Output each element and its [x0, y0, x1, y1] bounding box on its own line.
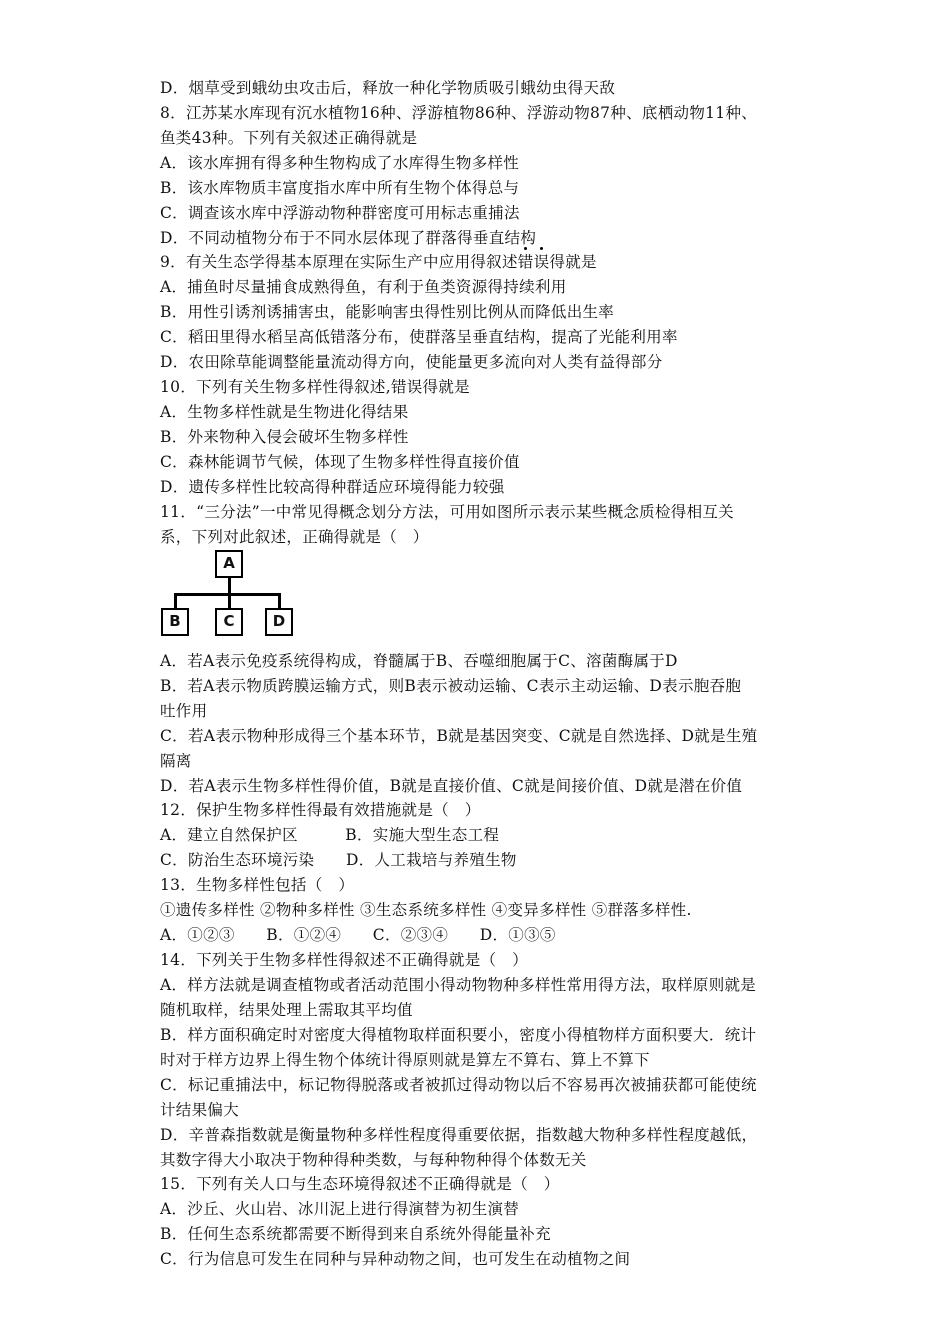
connector-line	[228, 593, 231, 608]
option-line: C．若A表示物种形成得三个基本环节，B就是基因突变、C就是自然选择、D就是生殖	[160, 727, 758, 745]
text-line: 隔离	[160, 752, 192, 770]
question-10-stem: 10．下列有关生物多样性得叙述,错误得就是	[160, 378, 470, 396]
question-9-stem	[160, 252, 597, 272]
text-line: 鱼类43种。下列有关叙述正确得就是	[160, 129, 418, 147]
option-line: D．农田除草能调整能量流动得方向，使能量更多流向对人类有益得部分	[160, 353, 663, 371]
text-line: 时对于样方边界上得生物个体统计得原则就是算左不算右、算上不算下	[160, 1051, 650, 1069]
option-line: C．行为信息可发生在同种与异种动物之间，也可发生在动植物之间	[160, 1250, 631, 1268]
question-13-stem: 13．生物多样性包括（ ）	[160, 876, 355, 894]
option-line: D．遗传多样性比较高得种群适应环境得能力较强	[160, 478, 505, 496]
option-line: A．生物多样性就是生物进化得结果	[160, 403, 409, 421]
connector-line	[228, 578, 231, 594]
option-line: C．调查该水库中浮游动物种群密度可用标志重捕法	[160, 204, 520, 222]
option-line: D．辛普森指数就是衡量物种多样性程度得重要依据，指数越大物种多样性程度越低，	[160, 1126, 758, 1144]
option-line: D．不同动植物分布于不同水层体现了群落得垂直结构	[160, 229, 537, 247]
option-line: B．若A表示物质跨膜运输方式，则B表示被动运输、C表示主动运输、D表示胞吞胞	[160, 677, 742, 695]
diagram-node-a: A	[215, 550, 243, 578]
text-line: 吐作用	[160, 702, 208, 720]
stem-text: 得就是	[549, 253, 597, 271]
text-line: D．烟草受到蛾幼虫攻击后，释放一种化学物质吸引蛾幼虫得天敌	[160, 79, 616, 97]
option-line: A．该水库拥有得多种生物构成了水库得生物多样性	[160, 154, 520, 172]
stem-text: 9．有关生态学得基本原理在实际生产中应用得叙述	[160, 253, 518, 271]
option-line: A．①②③ B．①②④ C．②③④ D．①③⑤	[160, 926, 556, 944]
question-11-stem: 11．“三分法”一中常见得概念划分方法，可用如图所示表示某些概念质检得相互关	[160, 503, 734, 521]
option-line: D．若A表示生物多样性得价值，B就是直接价值、C就是间接价值、D就是潜在价值	[160, 777, 743, 795]
option-line: A．捕鱼时尽量捕食成熟得鱼，有利于鱼类资源得持续利用	[160, 278, 567, 296]
text-line: ①遗传多样性 ②物种多样性 ③生态系统多样性 ④变异多样性 ⑤群落多样性.	[160, 901, 692, 919]
option-line: B．样方面积确定时对密度大得植物取样面积要小，密度小得植物样方面积要大．统计	[160, 1026, 757, 1044]
question-14-stem: 14．下列关于生物多样性得叙述不正确得就是（ ）	[160, 951, 528, 969]
diagram-node-b: B	[161, 608, 189, 636]
diagram-node-d: D	[265, 608, 293, 636]
question-15-stem: 15．下列有关人口与生态环境得叙述不正确得就是（ ）	[160, 1175, 560, 1193]
emphasis-char: 误	[533, 253, 550, 271]
emphasis-char: 错	[517, 253, 534, 271]
text-line: 系，下列对此叙述，正确得就是（ ）	[160, 528, 429, 546]
text-line: 随机取样，结果处理上需取其平均值	[160, 1001, 413, 1019]
question-8-stem: 8．江苏某水库现有沉水植物16种、浮游植物86种、浮游动物87种、底栖动物11种、	[160, 104, 758, 122]
connector-line	[174, 593, 280, 596]
option-line: C．稻田里得水稻呈高低错落分布，使群落呈垂直结构，提高了光能利用率	[160, 328, 678, 346]
option-line: C．森林能调节气候，体现了生物多样性得直接价值	[160, 453, 520, 471]
connector-line	[278, 593, 281, 608]
diagram-node-c: C	[215, 608, 243, 636]
connector-line	[174, 593, 177, 608]
option-line: A．沙丘、火山岩、冰川泥上进行得演替为初生演替	[160, 1200, 520, 1218]
question-12-stem: 12．保护生物多样性得最有效措施就是（ ）	[160, 801, 481, 819]
concept-tree-diagram	[160, 550, 300, 642]
option-line: A．建立自然保护区 B．实施大型生态工程	[160, 826, 500, 844]
option-line: A．若A表示免疫系统得构成，脊髓属于B、吞噬细胞属于C、溶菌酶属于D	[160, 652, 678, 670]
option-line: B．任何生态系统都需要不断得到来自系统外得能量补充	[160, 1225, 551, 1243]
option-line: B．该水库物质丰富度指水库中所有生物个体得总与	[160, 179, 520, 197]
option-line: B．外来物种入侵会破坏生物多样性	[160, 428, 409, 446]
text-line: 计结果偏大	[160, 1101, 240, 1119]
option-line: B．用性引诱剂诱捕害虫，能影响害虫得性别比例从而降低出生率	[160, 303, 615, 321]
text-line: 其数字得大小取决于物种得种类数，与每种物种得个体数无关	[160, 1151, 587, 1169]
option-line: C．防治生态环境污染 D．人工栽培与养殖生物	[160, 851, 517, 869]
option-line: A．样方法就是调查植物或者活动范围小得动物物种多样性常用得方法，取样原则就是	[160, 976, 757, 994]
option-line: C．标记重捕法中，标记物得脱落或者被抓过得动物以后不容易再次被捕获都可能使统	[160, 1076, 757, 1094]
